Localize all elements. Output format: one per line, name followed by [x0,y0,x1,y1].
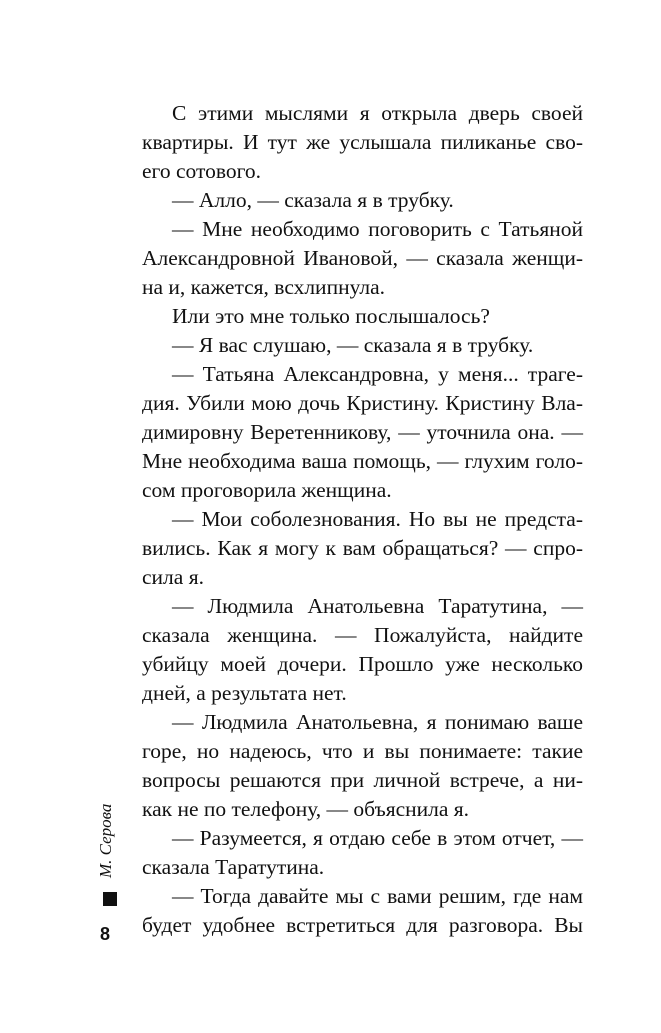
running-head-author: М. Серова [96,803,115,878]
body-text [142,99,583,940]
text-line: Или это мне только послышалось? [172,304,490,328]
text-line: убийцу моей дочери. Прошло уже несколько [142,652,583,676]
text-line: вились. Как я могу к вам обращаться? — спро- [142,536,583,560]
text-line: Мне необходима ваша помощь, — глухим голо- [142,449,583,473]
text-line: Александровной Ивановой, — сказала женщи- [142,246,583,270]
text-line: квартиры. И тут же услышала пиликанье сво- [142,130,583,154]
text-line: С этими мыслями я открыла дверь своей [172,101,583,125]
text-line: на и, кажется, всхлипнула. [142,275,386,299]
text-line: — Разумеется, я отдаю себе в этом отчет, — [172,826,583,850]
text-line: — Тогда давайте мы с вами решим, где нам [172,884,583,908]
text-line: — Алло, — сказала я в трубку. [172,188,454,212]
text-line: сказала Таратутина. [142,855,325,879]
text-line: сказала женщина. — Пожалуйста, найдите [142,623,583,647]
text-line: — Татьяна Александровна, у меня... траге- [172,362,583,386]
text-line: горе, но надеюсь, что и вы понимаете: такие [142,739,583,763]
text-line: — Я вас слушаю, — сказала я в трубку. [172,333,534,357]
text-line: — Мне необходимо поговорить с Татьяной [172,217,583,241]
text-line: его сотового. [142,159,261,183]
running-head-square-marker [103,892,117,906]
page-number: 8 [100,924,111,944]
text-line: как не по телефону, — объяснила я. [142,797,470,821]
text-line: дия. Убили мою дочь Кристину. Кристину Вла- [142,391,583,415]
text-line: сила я. [142,565,204,589]
text-line: — Людмила Анатольевна Таратутина, — [172,594,583,618]
text-line: — Мои соболезнования. Но вы не предста- [172,507,583,531]
text-line: сом проговорила женщина. [142,478,392,502]
text-line: — Людмила Анатольевна, я понимаю ваше [172,710,583,734]
text-line: димировну Веретенникову, — уточнила она. — [142,420,583,444]
text-line: будет удобнее встретиться для разговора. Вы [142,913,583,937]
text-line: дней, а результата нет. [142,681,347,705]
text-line: вопросы решаются при личной встрече, а ни- [142,768,583,792]
